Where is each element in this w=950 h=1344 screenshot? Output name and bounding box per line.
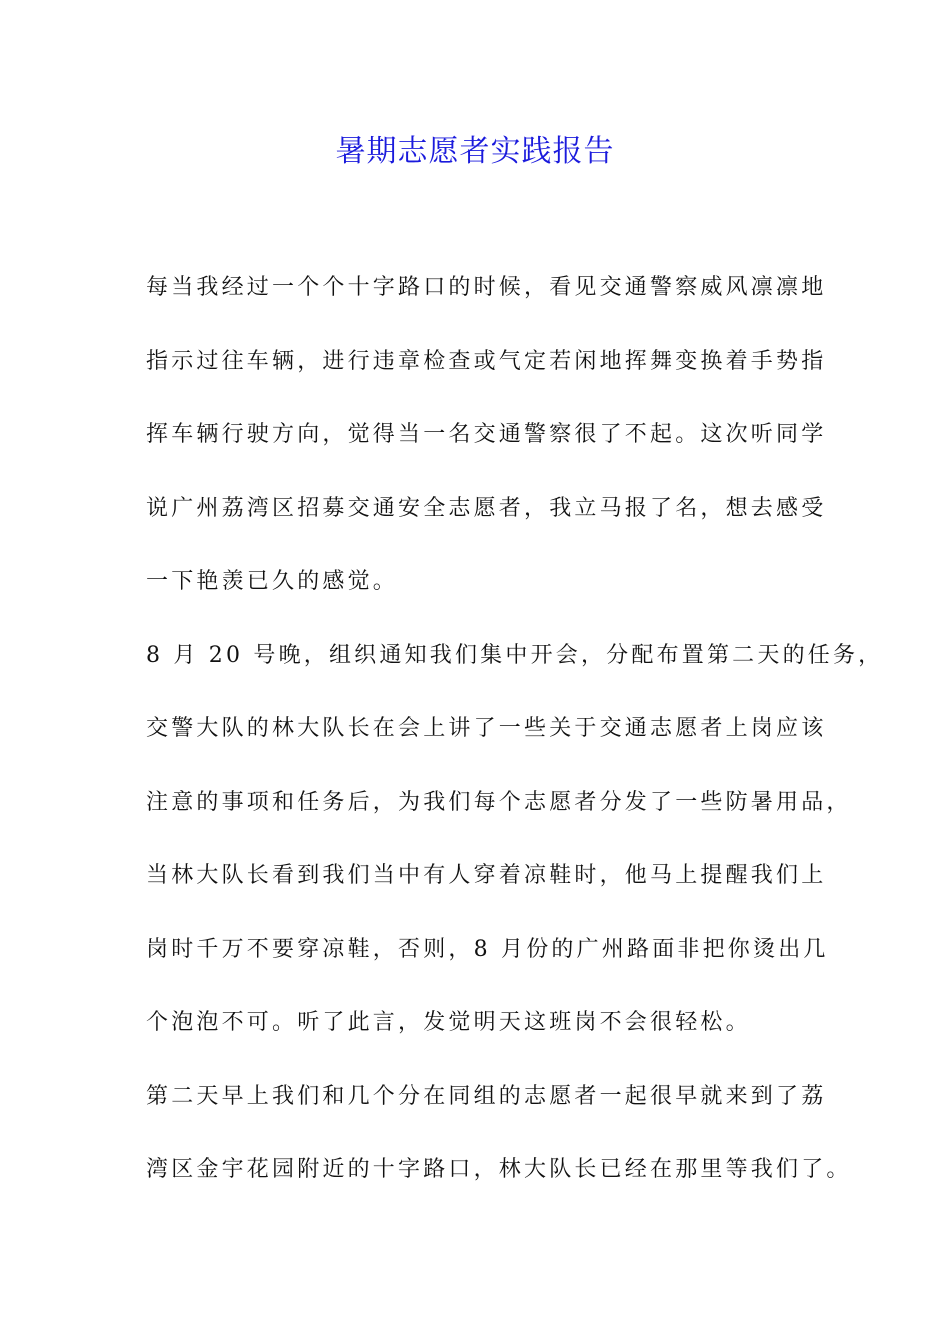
text-line: 个泡泡不可。听了此言，发觉明天这班岗不会很轻松。 <box>146 1010 751 1035</box>
document-title: 暑期志愿者实践报告 <box>335 134 615 169</box>
text-line: 挥车辆行驶方向，觉得当一名交通警察很了不起。这次听同学 <box>146 422 827 447</box>
text-line: 一下艳羡已久的感觉。 <box>146 569 399 594</box>
text-line: 注意的事项和任务后，为我们每个志愿者分发了一些防暑用品， <box>146 789 852 815</box>
document-body <box>146 263 884 1219</box>
text-line: 说广州荔湾区招募交通安全志愿者，我立马报了名，想去感受 <box>146 495 827 521</box>
text-line: 岗时千万不要穿凉鞋，否则，8 月份的广州路面非把你烫出几 <box>146 936 829 962</box>
text-line: 每当我经过一个个十字路口的时候，看见交通警察威风凛凛地 <box>146 275 827 300</box>
text-line: 湾区金宇花园附近的十字路口，林大队长已经在那里等我们了。 <box>146 1157 852 1182</box>
text-line: 指示过往车辆，进行违章检查或气定若闲地挥舞变换着手势指 <box>146 348 827 374</box>
text-line: 第二天早上我们和几个分在同组的志愿者一起很早就来到了荔 <box>146 1083 827 1109</box>
text-line: 当林大队长看到我们当中有人穿着凉鞋时，他马上提醒我们上 <box>146 863 827 888</box>
text-line: 8 月 20 号晚，组织通知我们集中开会，分配布置第二天的任务， <box>146 642 884 668</box>
text-line: 交警大队的林大队长在会上讲了一些关于交通志愿者上岗应该 <box>146 716 827 741</box>
